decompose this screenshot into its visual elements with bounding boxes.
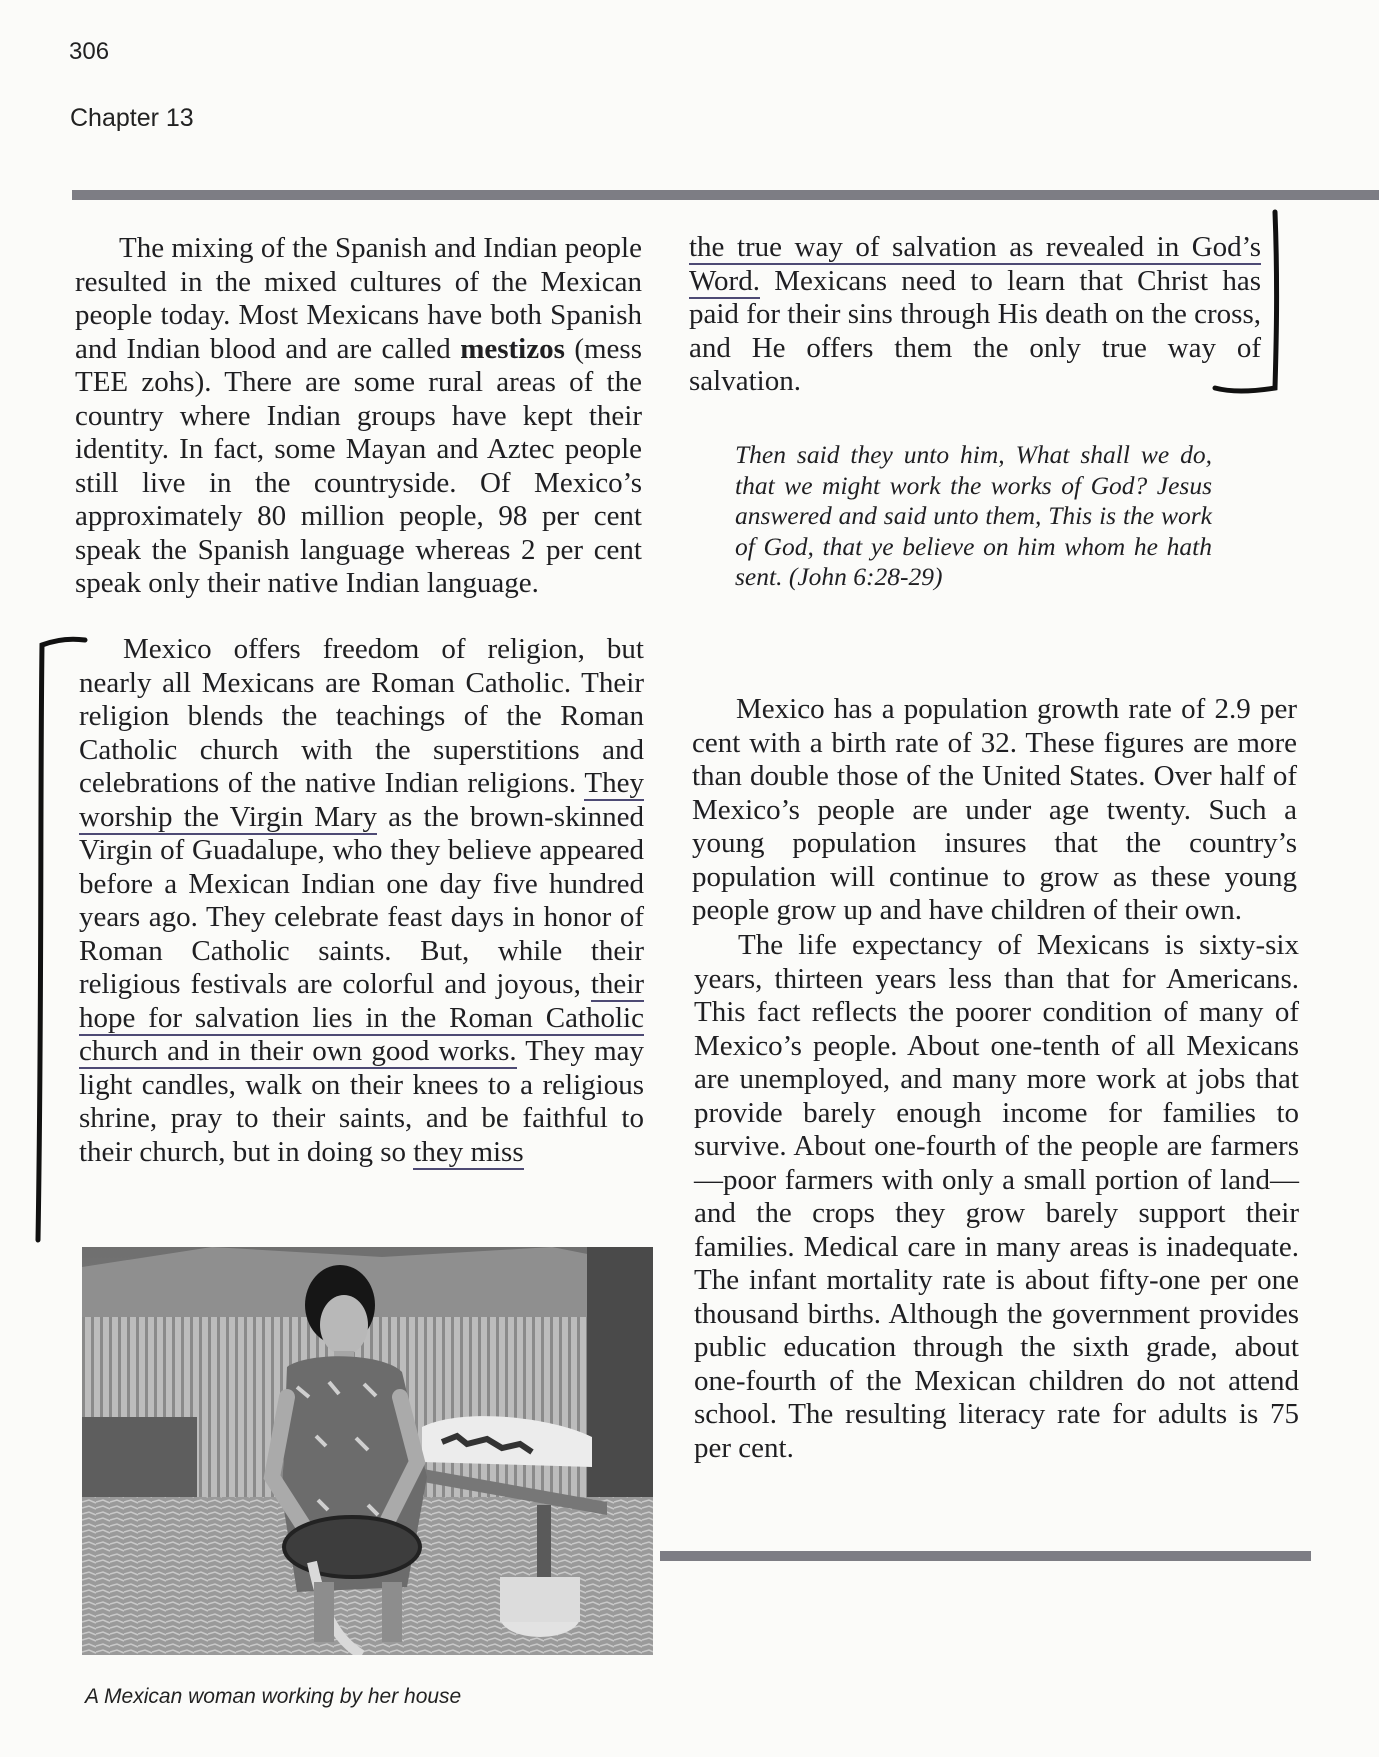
top-rule xyxy=(72,190,1379,200)
photo-illustration xyxy=(82,1247,653,1655)
photo-caption: A Mexican woman working by her house xyxy=(85,1685,462,1708)
paragraph-salvation xyxy=(689,231,1261,399)
paragraph-text: The mixing of the Spanish and Indian people resulted in the mixed cultures of the Mexican people today. Most Mexicans have both Spanish and Indian blood and are called xyxy=(75,232,642,365)
bible-verse-quote: Then said they unto him, What shall we do, that we might work the works of God? Jesus answered and said unto them, This is the work of God, that ye believe on him whom he hath sent. (John 6:28-29) xyxy=(735,440,1212,592)
photo-mexican-woman xyxy=(82,1247,653,1655)
paragraph-religion xyxy=(79,633,644,1169)
left-margin-bracket xyxy=(38,639,85,1240)
page-number: 306 xyxy=(69,38,110,65)
highlighted-text: They worship the Virgin Mary xyxy=(79,767,644,833)
bottom-rule xyxy=(660,1551,1311,1561)
paragraph-text: Mexico offers freedom of religion, but nearly all Mexicans are Roman Catholic. Their religion blends the teachings of the Roman Catholic church with the superstitions and celebrations of the native Indian religions. xyxy=(79,633,644,799)
term-mestizos: mestizos xyxy=(460,332,565,365)
paragraph-mestizos xyxy=(75,232,642,601)
paragraph-population: Mexico has a population growth rate of 2.9 per cent with a birth rate of 32. These figures are more than double those of the United States. Over half of Mexico’s people are under age twenty. Such a young population insures that the country’s population will continue to grow as these young people grow up and have children of their own. xyxy=(692,693,1297,926)
highlighted-text: they miss xyxy=(413,1135,524,1168)
highlighted-text: their hope for salvation lies in the Roman Catholic church and in their own good works. xyxy=(79,968,645,1067)
paragraph-text: (mess TEE zohs). There are some rural areas of the country where Indian groups have kept their identity. In fact, some Mayan and Aztec people still live in the countryside. Of Mexico’s approximately 80 million people, 98 per cent speak the Spanish language whereas 2 per cent speak only their native Indian language. xyxy=(75,332,643,599)
paragraph-text: as the brown-skinned Virgin of Guadalupe, who they believe appeared before a Mexican Indian one day five hundred years ago. They celebrate feast days in honor of Roman Catholic saints. But, while their religious festivals are colorful and joyous, xyxy=(79,800,645,1000)
paragraph-text: Mexicans need to learn that Christ has paid for their sins through His death on the cross, and He offers them the only true way of salvation. xyxy=(689,264,1262,397)
chapter-label: Chapter 13 xyxy=(70,104,194,132)
paragraph-life-expectancy: The life expectancy of Mexicans is sixty-six years, thirteen years less than that for Americans. This fact reflects the poorer condition of many of Mexico’s people. About one-tenth of all Mexicans are unemployed, and many more work at jobs that provide barely enough income for families to survive. About one-fourth of the people are farmers—poor farmers with only a small portion of land—and the crops they grow barely support their families. Medical care in many areas is inadequate. The infant mortality rate is about fifty-one per one thousand births. Although the government provides public education through the sixth grade, about one-fourth of the Mexican children do not attend school. The resulting literacy rate for adults is 75 per cent. xyxy=(694,929,1299,1464)
highlighted-text: the true way of salvation as revealed in God’s Word. xyxy=(689,231,1261,297)
paragraph-text: They may light candles, walk on their knees to a religious shrine, pray to their saints, and be faithful to their church, but in doing so xyxy=(79,1035,644,1168)
